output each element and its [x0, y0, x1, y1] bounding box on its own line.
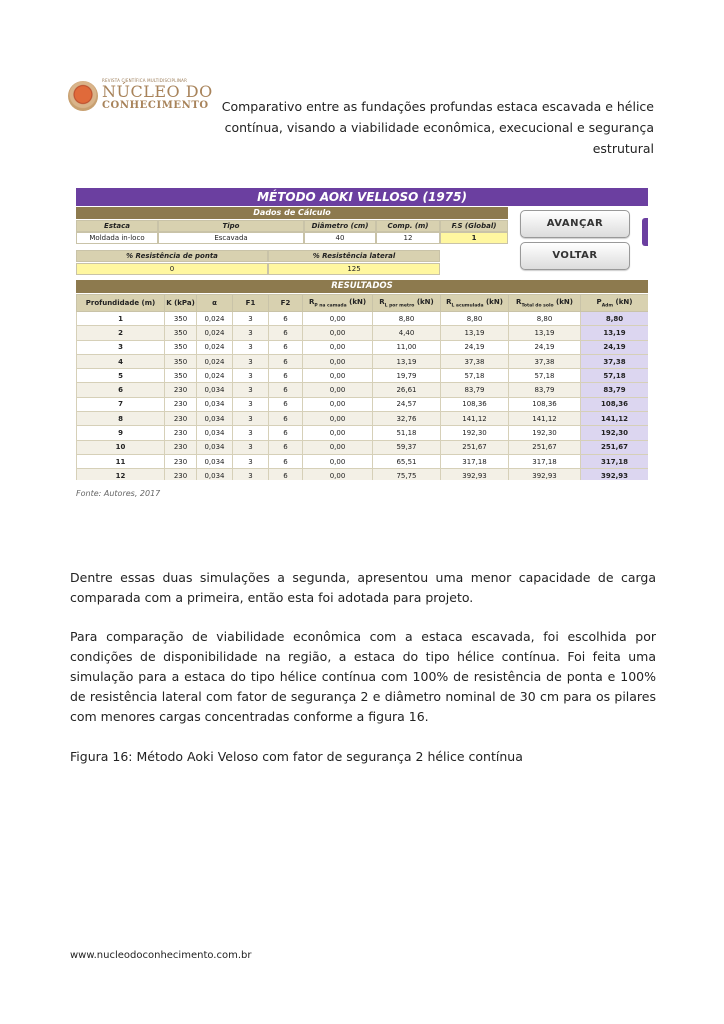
table-cell: 6 [269, 354, 303, 368]
dados-value-comp: 12 [376, 232, 440, 244]
table-cell: 0,034 [197, 469, 233, 480]
table-cell: 8,80 [581, 312, 649, 326]
table-cell: 13,19 [509, 326, 581, 340]
table-cell: 6 [269, 440, 303, 454]
table-cell: 5 [77, 369, 165, 383]
table-cell: 192,30 [441, 426, 509, 440]
spreadsheet-figure [76, 188, 648, 480]
dados-header-diametro: Diâmetro (cm) [304, 220, 376, 232]
table-cell: 24,19 [581, 340, 649, 354]
table-cell: 192,30 [509, 426, 581, 440]
table-cell: 57,18 [509, 369, 581, 383]
dados-header-comp: Comp. (m) [376, 220, 440, 232]
dados-value-estaca: Moldada in-loco [76, 232, 158, 244]
table-cell: 141,12 [509, 412, 581, 426]
table-cell: 57,18 [581, 369, 649, 383]
table-cell: 3 [233, 454, 269, 468]
dados-value-tipo: Escavada [158, 232, 304, 244]
table-cell: 9 [77, 426, 165, 440]
paragraph-1: Dentre essas duas simulações a segunda, apresentou uma menor capacidade de carga comparada com a primeira, então esta foi adotada para projeto. [70, 570, 656, 605]
table-cell: 0,024 [197, 312, 233, 326]
table-row [77, 426, 649, 440]
table-cell: 350 [165, 354, 197, 368]
table-cell: 83,79 [441, 383, 509, 397]
table-row [77, 369, 649, 383]
table-row [77, 454, 649, 468]
logo-sub-text: CONHECIMENTO [102, 100, 209, 111]
table-cell: 0,00 [303, 369, 373, 383]
table-cell: 230 [165, 383, 197, 397]
table-cell: 59,37 [373, 440, 441, 454]
table-cell: 230 [165, 440, 197, 454]
dados-header-estaca: Estaca [76, 220, 158, 232]
table-cell: 230 [165, 397, 197, 411]
table-row [77, 469, 649, 480]
col-header-rp: $R_{P na camada}$ (kN) [303, 295, 373, 312]
table-cell: 392,93 [509, 469, 581, 480]
table-cell: 0,024 [197, 326, 233, 340]
table-row [77, 326, 649, 340]
table-cell: 230 [165, 454, 197, 468]
table-cell: 3 [233, 426, 269, 440]
table-cell: 0,034 [197, 426, 233, 440]
table-cell: 230 [165, 469, 197, 480]
col-header-profundidade: Profundidade (m) [77, 295, 165, 312]
table-cell: 0,024 [197, 369, 233, 383]
col-header-alpha: α [197, 295, 233, 312]
table-cell: 6 [269, 412, 303, 426]
lateral-label: % Resistência lateral [268, 250, 440, 262]
table-cell: 3 [233, 369, 269, 383]
table-row [77, 412, 649, 426]
table-cell: 3 [233, 326, 269, 340]
table-cell: 350 [165, 369, 197, 383]
logo-small-text: REVISTA CIENTÍFICA MULTIDISCIPLINAR [102, 78, 188, 83]
table-cell: 317,18 [441, 454, 509, 468]
table-cell: 26,61 [373, 383, 441, 397]
table-cell: 3 [233, 397, 269, 411]
table-row [77, 340, 649, 354]
dados-value-fs: 1 [440, 232, 508, 244]
table-cell: 392,93 [581, 469, 649, 480]
table-cell: 0,00 [303, 440, 373, 454]
table-cell: 0,00 [303, 426, 373, 440]
dados-header-fs: F.S (Global) [440, 220, 508, 232]
table-cell: 6 [269, 326, 303, 340]
voltar-button[interactable]: VOLTAR [520, 242, 630, 270]
avancar-button[interactable]: AVANÇAR [520, 210, 630, 238]
results-header-row [77, 295, 649, 312]
table-cell: 141,12 [441, 412, 509, 426]
table-cell: 108,36 [509, 397, 581, 411]
table-cell: 1 [77, 312, 165, 326]
table-row [77, 440, 649, 454]
table-cell: 0,00 [303, 397, 373, 411]
table-cell: 2 [77, 326, 165, 340]
table-row [77, 312, 649, 326]
table-cell: 6 [269, 469, 303, 480]
table-cell: 13,19 [581, 326, 649, 340]
table-cell: 251,67 [581, 440, 649, 454]
col-header-f2: F2 [269, 295, 303, 312]
method-title-bar: MÉTODO AOKI VELLOSO (1975) [76, 188, 648, 206]
figure-caption: Figura 16: Método Aoki Veloso com fator de segurança 2 hélice contínua [70, 749, 523, 764]
col-header-rla: $R_{L acumulada}$ (kN) [441, 295, 509, 312]
side-tab [642, 218, 648, 246]
table-cell: 8,80 [509, 312, 581, 326]
table-cell: 11 [77, 454, 165, 468]
table-cell: 6 [77, 383, 165, 397]
table-cell: 13,19 [373, 354, 441, 368]
running-header-title: Comparativo entre as fundações profundas estaca escavada e hélice contínua, visando a viabilidade econômica, execucional e segurança estrutural [221, 99, 654, 156]
table-cell: 83,79 [509, 383, 581, 397]
table-cell: 0,00 [303, 383, 373, 397]
table-cell: 8,80 [441, 312, 509, 326]
table-cell: 0,00 [303, 454, 373, 468]
ponta-label: % Resistência de ponta [76, 250, 268, 262]
table-cell: 350 [165, 312, 197, 326]
table-cell: 8,80 [373, 312, 441, 326]
table-row [77, 383, 649, 397]
table-cell: 10 [77, 440, 165, 454]
footer-url[interactable]: www.nucleodoconhecimento.com.br [70, 950, 252, 961]
logo-main-text: NÚCLEO DO [102, 82, 213, 101]
table-cell: 24,19 [441, 340, 509, 354]
table-row [77, 397, 649, 411]
table-cell: 37,38 [581, 354, 649, 368]
table-cell: 57,18 [441, 369, 509, 383]
table-cell: 6 [269, 369, 303, 383]
table-cell: 11,00 [373, 340, 441, 354]
table-cell: 0,024 [197, 340, 233, 354]
table-cell: 0,00 [303, 340, 373, 354]
table-cell: 3 [233, 440, 269, 454]
table-cell: 0,00 [303, 412, 373, 426]
table-cell: 251,67 [509, 440, 581, 454]
results-title-bar: RESULTADOS [76, 280, 648, 293]
table-cell: 3 [233, 383, 269, 397]
table-cell: 230 [165, 426, 197, 440]
table-cell: 0,034 [197, 454, 233, 468]
table-cell: 251,67 [441, 440, 509, 454]
table-cell: 392,93 [441, 469, 509, 480]
dados-header-tipo: Tipo [158, 220, 304, 232]
table-cell: 317,18 [509, 454, 581, 468]
table-cell: 0,034 [197, 397, 233, 411]
table-cell: 4 [77, 354, 165, 368]
table-cell: 350 [165, 326, 197, 340]
table-cell: 108,36 [581, 397, 649, 411]
table-cell: 6 [269, 454, 303, 468]
table-cell: 13,19 [441, 326, 509, 340]
dados-title-bar: Dados de Cálculo [76, 207, 508, 219]
col-header-f1: F1 [233, 295, 269, 312]
col-header-padm: $P_{Adm}$ (kN) [581, 295, 649, 312]
table-cell: 51,18 [373, 426, 441, 440]
col-header-rt: $R_{Total do solo}$ (kN) [509, 295, 581, 312]
table-cell: 3 [233, 412, 269, 426]
table-cell: 0,00 [303, 312, 373, 326]
table-cell: 32,76 [373, 412, 441, 426]
table-cell: 6 [269, 426, 303, 440]
logo-badge-icon [68, 81, 98, 111]
table-cell: 6 [269, 383, 303, 397]
table-cell: 3 [233, 469, 269, 480]
table-cell: 317,18 [581, 454, 649, 468]
table-cell: 3 [233, 354, 269, 368]
table-cell: 24,19 [509, 340, 581, 354]
table-cell: 0,034 [197, 383, 233, 397]
table-cell: 6 [269, 312, 303, 326]
table-cell: 37,38 [509, 354, 581, 368]
table-cell: 12 [77, 469, 165, 480]
table-cell: 7 [77, 397, 165, 411]
table-cell: 6 [269, 397, 303, 411]
results-table [76, 294, 648, 480]
table-cell: 192,30 [581, 426, 649, 440]
table-cell: 3 [77, 340, 165, 354]
table-cell: 0,034 [197, 412, 233, 426]
table-cell: 24,57 [373, 397, 441, 411]
table-row [77, 354, 649, 368]
table-cell: 0,00 [303, 469, 373, 480]
lateral-value: 125 [268, 263, 440, 275]
col-header-k: K (kPa) [165, 295, 197, 312]
paragraph-2: Para comparação de viabilidade econômica com a estaca escavada, foi escolhida por condições de disponibilidade na região, a estaca do tipo hélice contínua. Foi feita uma simulação para a estaca do tipo hélice contínua com 100% de resistência de ponta e 100% de resistência lateral com fator de segurança 2 e diâmetro nominal de 30 cm para os pilares com menores cargas concentradas conforme a figura 16. [70, 629, 656, 724]
figure-source: Fonte: Autores, 2017 [76, 489, 161, 498]
table-cell: 4,40 [373, 326, 441, 340]
table-cell: 83,79 [581, 383, 649, 397]
table-cell: 75,75 [373, 469, 441, 480]
table-cell: 141,12 [581, 412, 649, 426]
table-cell: 350 [165, 340, 197, 354]
ponta-value: 0 [76, 263, 268, 275]
table-cell: 3 [233, 312, 269, 326]
journal-logo [68, 78, 213, 114]
table-cell: 0,00 [303, 354, 373, 368]
table-cell: 37,38 [441, 354, 509, 368]
col-header-rl: $R_{L por metro}$ (kN) [373, 295, 441, 312]
table-cell: 3 [233, 340, 269, 354]
table-cell: 0,024 [197, 354, 233, 368]
table-cell: 65,51 [373, 454, 441, 468]
table-cell: 6 [269, 340, 303, 354]
table-cell: 0,00 [303, 326, 373, 340]
dados-value-diametro: 40 [304, 232, 376, 244]
table-cell: 8 [77, 412, 165, 426]
table-cell: 230 [165, 412, 197, 426]
table-cell: 19,79 [373, 369, 441, 383]
table-cell: 108,36 [441, 397, 509, 411]
table-cell: 0,034 [197, 440, 233, 454]
